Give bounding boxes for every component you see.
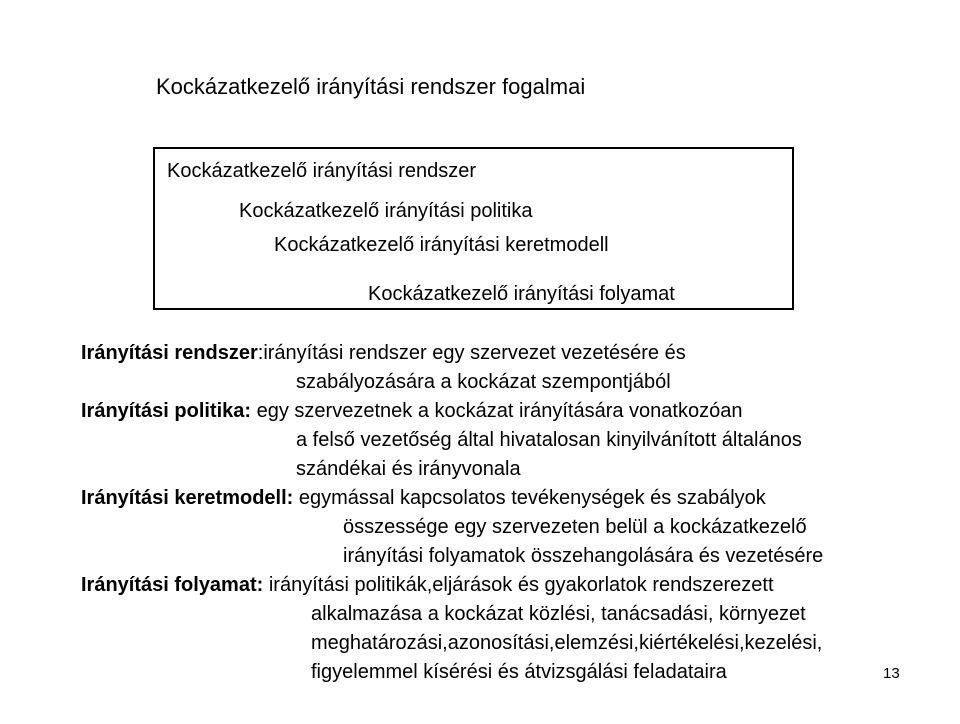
slide-title: Kockázatkezelő irányítási rendszer fogalmai xyxy=(156,74,586,99)
definition-policy xyxy=(81,397,802,484)
page-number: 13 xyxy=(883,665,900,682)
definition-system xyxy=(81,339,686,397)
frame-line-policy: Kockázatkezelő irányítási politika xyxy=(239,200,533,222)
definition-text-line: egymással kapcsolatos tevékenységek és szabályok xyxy=(298,487,766,509)
definition-term: Irányítási folyamat: xyxy=(81,574,264,596)
definition-text-line: irányítási folyamatok összehangolására és vezetésére xyxy=(343,545,824,567)
definition-text-line: figyelemmel kísérési és átvizsgálási feladataira xyxy=(311,661,727,683)
definition-term: Irányítási keretmodell: xyxy=(81,487,294,509)
concept-frame-box xyxy=(153,147,794,310)
definition-term: Irányítási politika: xyxy=(81,400,252,422)
definition-term: Irányítási rendszer xyxy=(81,342,258,364)
definition-text-line: egy szervezetnek a kockázat irányítására vonatkozóan xyxy=(256,400,743,422)
definition-separator: : xyxy=(257,342,264,364)
definition-text-line: irányítási rendszer egy szervezet vezetésére és xyxy=(263,342,686,364)
definition-text-line: irányítási politikák,eljárások és gyakorlatok rendszerezett xyxy=(268,574,774,596)
definition-text-line: szándékai és irányvonala xyxy=(296,458,521,480)
definition-text-line: a felső vezetőség által hivatalosan kinyilvánított általános xyxy=(296,429,802,451)
definition-text-line: alkalmazása a kockázat közlési, tanácsadási, környezet xyxy=(311,603,806,625)
definition-text-line: összessége egy szervezeten belül a kockázatkezelő xyxy=(343,516,807,538)
definition-process xyxy=(81,571,822,687)
frame-line-framework: Kockázatkezelő irányítási keretmodell xyxy=(274,234,609,256)
definition-text-line: meghatározási,azonosítási,elemzési,kiértékelési,kezelési, xyxy=(311,632,823,654)
definition-text-line: szabályozására a kockázat szempontjából xyxy=(296,371,671,393)
frame-line-system: Kockázatkezelő irányítási rendszer xyxy=(167,160,477,182)
frame-line-process: Kockázatkezelő irányítási folyamat xyxy=(368,283,675,305)
definition-framework xyxy=(81,484,823,571)
